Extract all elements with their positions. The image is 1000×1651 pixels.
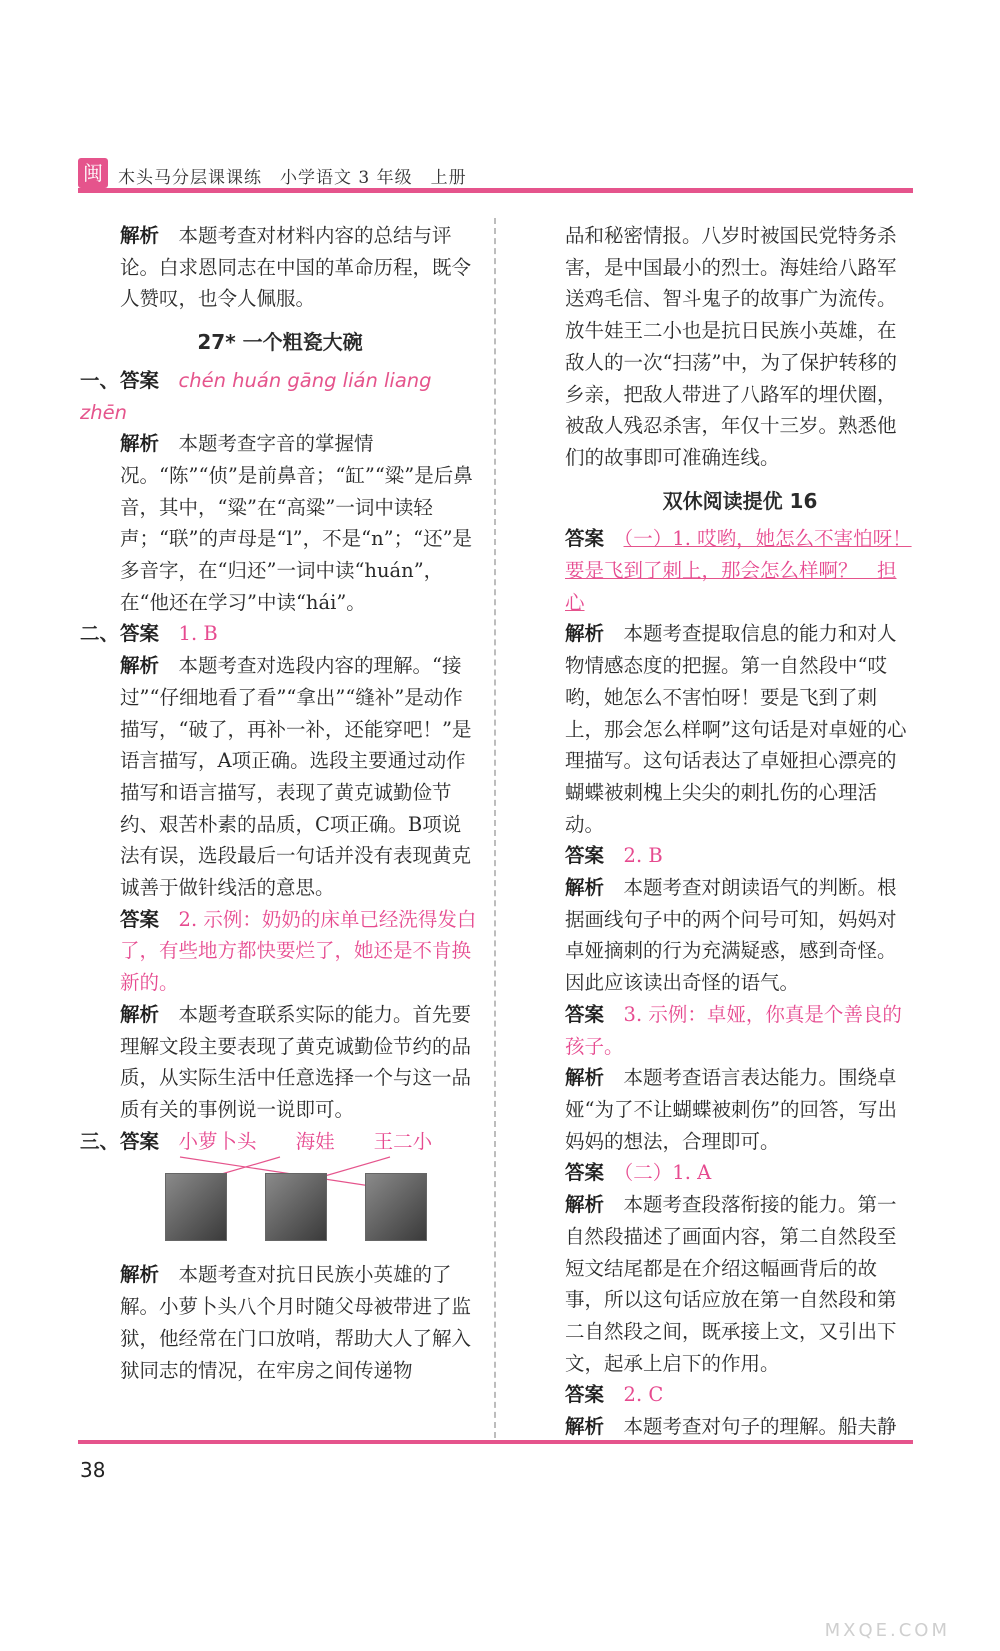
watermark: MXQE.COM: [824, 1620, 950, 1641]
hero-photo-1: [165, 1173, 227, 1241]
r-analysis-4: 解析 本题考查段落衔接的能力。第一自然段描述了画面内容，第二自然段至短文结尾都是在介绍这幅画背后的故事，所以这句话应放在第一自然段和第二自然段之间，既承接上文，又引出下文，起承上启下的作用。: [565, 1193, 897, 1375]
logo-badge: 闽: [78, 158, 108, 188]
section-title: 27* 一个粗瓷大碗: [197, 330, 363, 355]
page-number: 38: [80, 1458, 106, 1482]
right-column: [565, 220, 915, 1443]
page-header: [78, 150, 913, 195]
analysis-label: 解析: [120, 224, 160, 247]
analysis-block: 解析 本题考查对材料内容的总结与评论。白求恩同志在中国的革命历程，既令人赞叹，也令人佩服。: [120, 224, 472, 311]
q3-analysis: 解析 本题考查对抗日民族小英雄的了解。小萝卜头八个月时随父母被带进了监狱，他经常在门口放哨，帮助大人了解入狱同志的情况，在牢房之间传递物: [120, 1263, 472, 1382]
r-answer-1: 答案 （一）1. 哎哟，她怎么不害怕呀！要是飞到了刺上，那会怎么样啊？ 担心: [565, 527, 912, 614]
header-rule: [78, 188, 913, 193]
q2-analysis: 解析 本题考查对选段内容的理解。“接过”“仔细地看了看”“拿出”“缝补”是动作描写，“破了，再补一补，还能穿吧！”是语言描写，A项正确。选段主要通过动作描写和语言描写，表现了黄克诚勤俭节约、艰苦朴素的品质，C项正确。B项说法有误，选段最后一句话并没有表现黄克诚善于做针线活的意思。: [120, 654, 472, 900]
r-answer-4: 答案 （二）1. A: [565, 1161, 712, 1185]
hero-photo-3: [365, 1173, 427, 1241]
r-answer-3: 答案 3. 示例：卓娅，你真是个善良的孩子。: [565, 1002, 902, 1058]
q2-analysis-2: 解析 本题考查联系实际的能力。首先要理解文段主要表现了黄克诚勤俭节约的品质，从实际生活中任意选择一个与这一品质有关的事例说一说即可。: [120, 1002, 472, 1121]
r-analysis-5: 解析 本题考查对句子的理解。船夫静: [565, 1415, 897, 1439]
r-analysis-3: 解析 本题考查语言表达能力。围绕卓娅“为了不让蝴蝶被刺伤”的回答，写出妈妈的想法，合理即可。: [565, 1066, 897, 1153]
q1-answer: 一、答案 chén huán gāng lián liang zhēn: [80, 368, 432, 424]
r-answer-5: 答案 2. C: [565, 1383, 664, 1407]
column-divider: [494, 218, 496, 1438]
hero-photo-2: [265, 1173, 327, 1241]
footer-rule: [78, 1440, 913, 1444]
r-analysis-1: 解析 本题考查提取信息的能力和对人物情感态度的把握。第一自然段中“哎哟，她怎么不害怕呀！要是飞到了刺上，那会怎么样啊”这句话是对卓娅的心理描写。这句话表达了卓娅担心漂亮的蝴蝶被刺槐上尖尖的刺扎伤的心理活动。: [565, 622, 907, 836]
r-answer-2: 答案 2. B: [565, 844, 663, 868]
q2-answer: 二、答案 1. B: [80, 622, 218, 646]
q3-answer: 三、答案 小萝卜头 海娃 王二小: [80, 1129, 433, 1153]
continued-text: 品和秘密情报。八岁时被国民党特务杀害，是中国最小的烈士。海娃给八路军送鸡毛信、智斗鬼子的故事广为流传。放牛娃王二小也是抗日民族小英雄，在敌人的一次“扫荡”中，为了保护转移的乡亲，把敌人带进了八路军的埋伏圈，被敌人残忍杀害，年仅十三岁。熟悉他们的故事即可准确连线。: [565, 224, 897, 469]
r-analysis-2: 解析 本题考查对朗读语气的判断。根据画线句子中的两个问号可知，妈妈对卓娅摘刺的行为充满疑惑，感到奇怪。因此应该读出奇怪的语气。: [565, 876, 897, 995]
hero-images-row: [80, 1163, 480, 1253]
book-title: 木头马分层课课练 小学语文 3 年级 上册: [118, 168, 467, 188]
q1-analysis: 解析 本题考查字音的掌握情况。“陈”“侦”是前鼻音；“缸”“粱”是后鼻音，其中，“粱”在“高粱”一词中读轻声；“联”的声母是“l”，不是“n”；“还”是多音字，在“归还”一词中读“huán”，在“他还在学习”中读“hái”。: [120, 432, 473, 614]
q2-answer-2: 答案 2. 示例：奶奶的床单已经洗得发白了，有些地方都快要烂了，她还是不肯换新的。: [120, 907, 477, 995]
section-title-2: 双休阅读提优 16: [662, 488, 818, 513]
left-column: [80, 220, 480, 1386]
